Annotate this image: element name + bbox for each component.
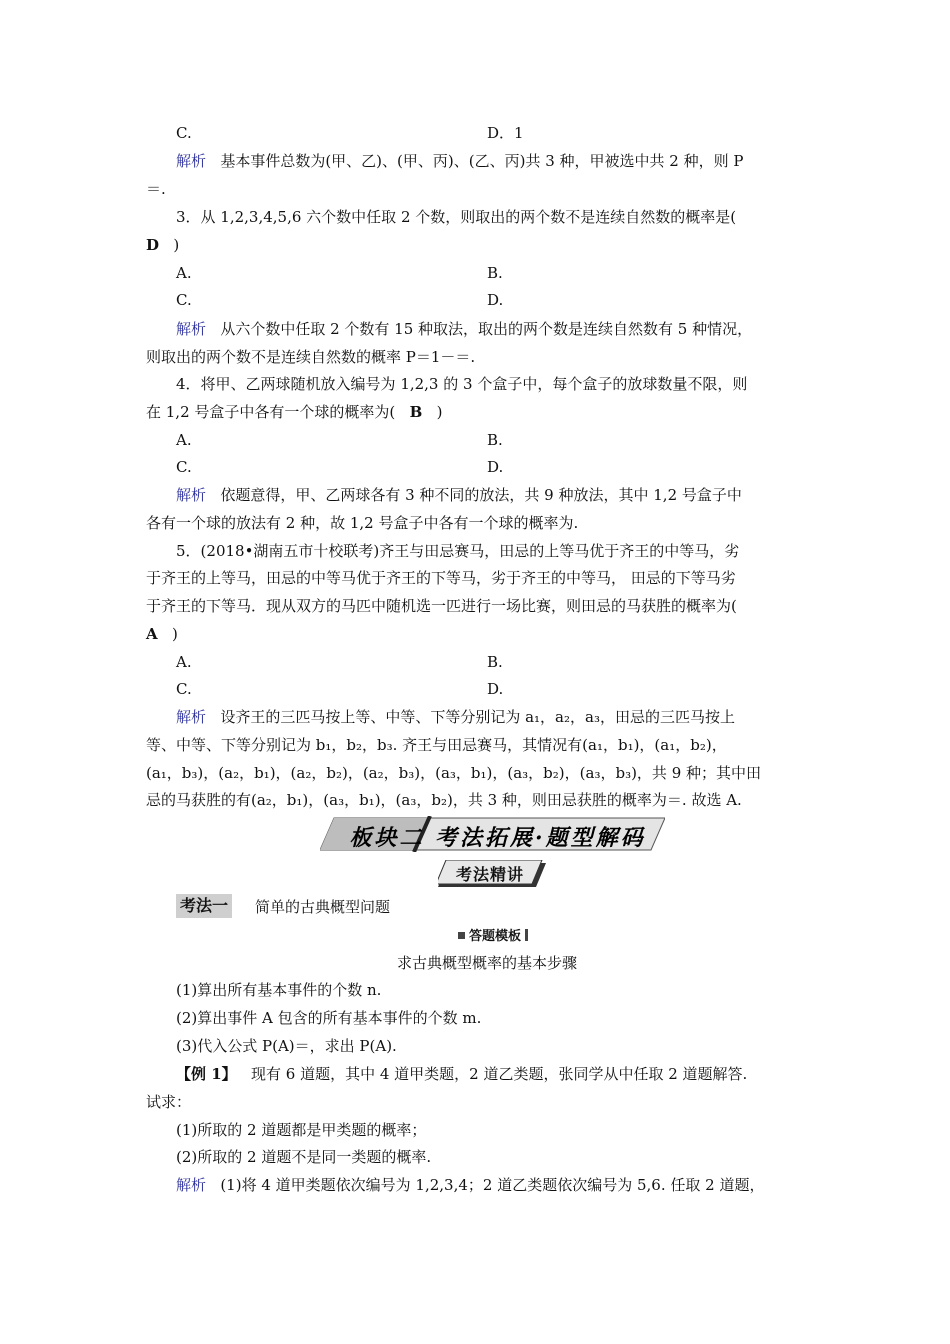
q5-answer-close: ) xyxy=(171,625,178,643)
q3-solution-line1 xyxy=(176,318,752,340)
q4-stem-line1: 4．将甲、乙两球随机放入编号为 1,2,3 的 3 个盒子中，每个盒子的放球数量不限，则 xyxy=(176,375,748,393)
q3-answer-close: ) xyxy=(173,236,180,254)
q5-stem-line3: 于齐王的下等马．现从双方的马匹中随机选一匹进行一场比赛，则田忌的马获胜的概率为( xyxy=(146,597,737,615)
example1-part2: (2)所取的 2 道题不是同一类题的概率. xyxy=(176,1148,432,1166)
q5-solution-text: 设齐王的三匹马按上等、中等、下等分别记为 a₁，a₂，a₃，田忌的三匹马按上 xyxy=(220,708,735,726)
square-icon xyxy=(458,932,465,939)
q3-solution-line2: 则取出的两个数不是连续自然数的概率 P＝1－＝. xyxy=(146,348,476,366)
q3-option-a: A. xyxy=(176,264,192,282)
q4-option-b: B. xyxy=(487,431,503,449)
step-2: (2)算出事件 A 包含的所有基本事件的个数 m. xyxy=(176,1009,482,1027)
example1-line1 xyxy=(176,1063,747,1085)
q3-stem-line1: 3．从 1,2,3,4,5,6 六个数中任取 2 个数，则取出的两个数不是连续自然数的概率是( xyxy=(176,208,737,226)
q4-stem-text: 在 1,2 号盒子中各有一个球的概率为( xyxy=(146,403,396,421)
q5-solution-line3: (a₁，b₃)，(a₂，b₁)，(a₂，b₂)，(a₂，b₃)，(a₃，b₁)，(a₃，b₂)，(a₃，b₃)，共 9 种；其中田 xyxy=(146,764,762,782)
q4-solution-text: 依题意得，甲、乙两球各有 3 种不同的放法，共 9 种放法，其中 1,2 号盒子中 xyxy=(220,486,742,504)
q5-option-c: C. xyxy=(176,680,192,698)
q5-solution-line2: 等、中等、下等分别记为 b₁，b₂，b₃. 齐王与田忌赛马，其情况有(a₁，b₁)，(a₁，b₂)， xyxy=(146,736,727,754)
q4-option-d: D. xyxy=(487,458,504,476)
q5-option-d: D. xyxy=(487,680,504,698)
q3-option-c: C. xyxy=(176,291,192,309)
example1-tag: 【例 1】 xyxy=(176,1065,237,1083)
solution-label: 解析 xyxy=(176,708,207,726)
solution-label: 解析 xyxy=(176,152,207,170)
q2-solution-line1 xyxy=(176,150,743,172)
answer-template-label: 答题模板 xyxy=(468,929,521,944)
step-1: (1)算出所有基本事件的个数 n. xyxy=(176,981,382,999)
q5-stem-line2: 于齐王的上等马，田忌的中等马优于齐王的下等马，劣于齐王的中等马， 田忌的下等马劣 xyxy=(146,569,736,587)
q4-answer-close: ) xyxy=(436,403,443,421)
q4-stem-line2 xyxy=(146,401,442,423)
solution-label: 解析 xyxy=(176,1176,207,1194)
q5-answer-letter: A xyxy=(146,625,158,643)
q3-option-b: B. xyxy=(487,264,503,282)
q5-option-b: B. xyxy=(487,653,503,671)
q3-option-d: D. xyxy=(487,291,504,309)
q2-option-d: D．1 xyxy=(487,124,524,142)
q4-solution-line2: 各有一个球的放法有 2 种，故 1,2 号盒子中各有一个球的概率为. xyxy=(146,514,579,532)
q4-solution-line1 xyxy=(176,484,742,506)
example1-part1: (1)所取的 2 道题都是甲类题的概率； xyxy=(176,1121,427,1139)
q5-solution-line4: 忌的马获胜的有(a₂，b₁)，(a₃，b₁)，(a₃，b₂)，共 3 种，则田忌获胜的概率为＝. 故选 A. xyxy=(146,791,742,809)
q3-answer xyxy=(146,234,179,256)
solution-label: 解析 xyxy=(176,320,207,338)
section-banner-title: 板块二 考法拓展·题型解码 xyxy=(349,825,646,851)
q5-stem-line1: 5．(2018•湖南五市十校联考)齐王与田忌赛马，田忌的上等马优于齐王的中等马，劣 xyxy=(176,542,740,560)
q2-solution-line2: ＝. xyxy=(146,180,166,198)
answer-template-tag xyxy=(448,928,538,946)
kaofa-title: 简单的古典概型问题 xyxy=(255,898,391,916)
q3-solution-text: 从六个数中任取 2 个数有 15 种取法，取出的两个数是连续自然数有 5 种情况， xyxy=(220,320,753,338)
solution-label: 解析 xyxy=(176,486,207,504)
q5-answer xyxy=(146,623,178,645)
example1-text: 现有 6 道题，其中 4 道甲类题，2 道乙类题，张同学从中任取 2 道题解答. xyxy=(250,1065,748,1083)
q4-option-c: C. xyxy=(176,458,192,476)
q4-answer-letter: B xyxy=(409,403,423,421)
q5-solution-line1 xyxy=(176,706,735,728)
q3-answer-letter: D xyxy=(146,236,160,254)
q5-option-a: A. xyxy=(176,653,192,671)
steps-title: 求古典概型概率的基本步骤 xyxy=(397,954,578,972)
step-3: (3)代入公式 P(A)＝，求出 P(A). xyxy=(176,1037,397,1055)
q2-option-c: C. xyxy=(176,124,192,142)
bar-icon xyxy=(525,929,528,941)
q4-option-a: A. xyxy=(176,431,192,449)
example1-line2: 试求： xyxy=(146,1093,192,1111)
example1-solution-line1 xyxy=(176,1174,764,1196)
q2-solution-text: 基本事件总数为(甲、乙)、(甲、丙)、(乙、丙)共 3 种，甲被选中共 2 种，则 P xyxy=(220,152,744,170)
sub-banner-title: 考法精讲 xyxy=(455,865,524,884)
kaofa-label: 考法一 xyxy=(180,896,229,915)
example1-solution-text: (1)将 4 道甲类题依次编号为 1,2,3,4；2 道乙类题依次编号为 5,6. 任取 2 道题， xyxy=(220,1176,765,1194)
